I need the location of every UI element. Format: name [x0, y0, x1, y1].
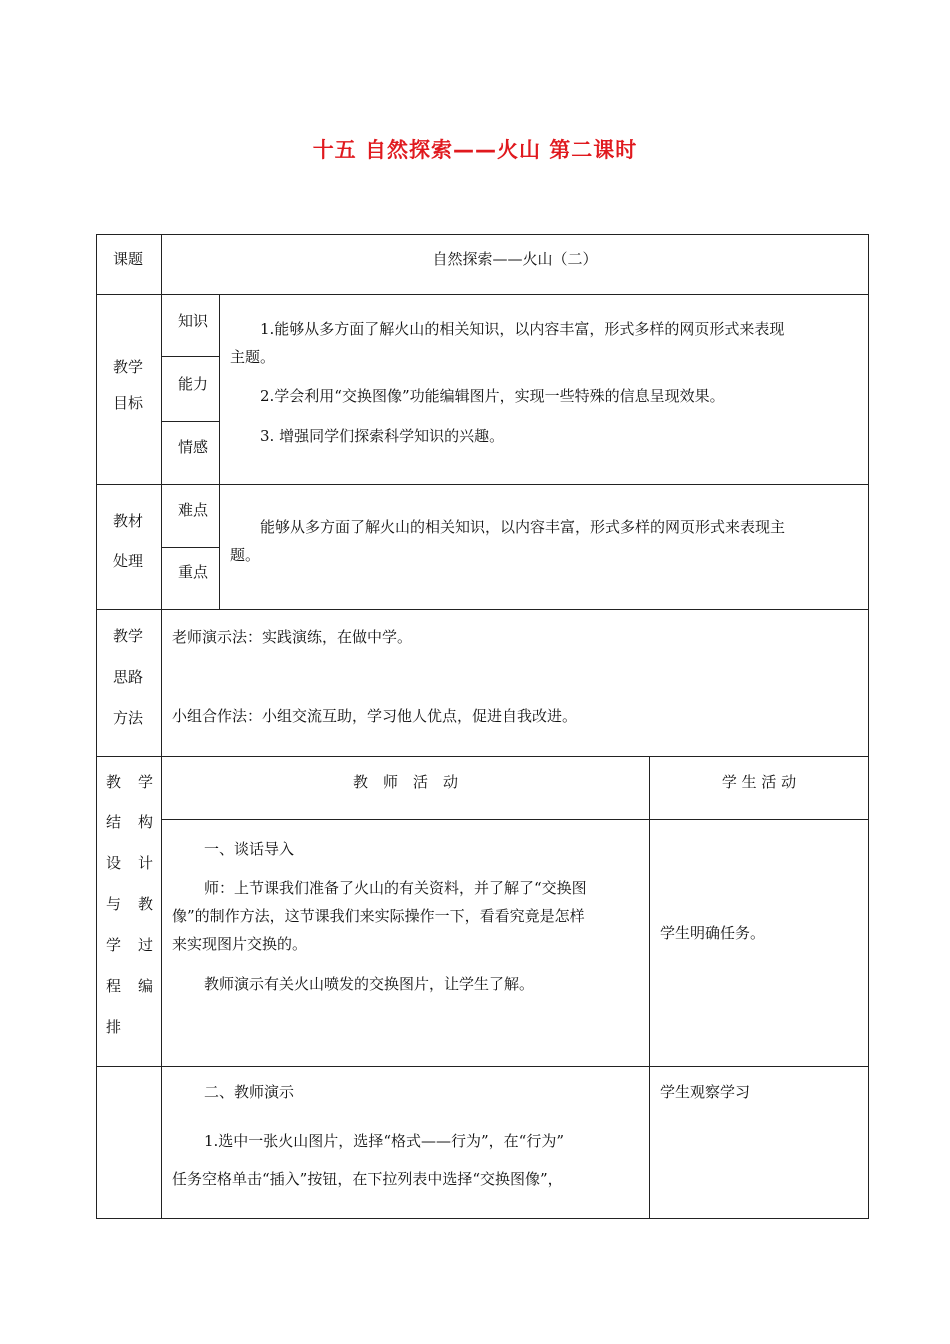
section1-line: 师：上节课我们准备了火山的有关资料，并了解了“交换图	[204, 879, 587, 897]
table-border-top	[96, 234, 869, 235]
materials-label-2: 处理	[113, 552, 144, 570]
table-border-bottom	[96, 1218, 869, 1219]
sub-row-divider	[161, 356, 219, 357]
row-divider	[96, 294, 869, 295]
materials-label-1: 教材	[113, 512, 144, 530]
structure-label-char: 学	[138, 773, 154, 791]
row-divider	[96, 484, 869, 485]
structure-label-char: 程	[106, 977, 122, 995]
objectives-label-2: 目标	[113, 394, 144, 412]
methods-label-1: 教学	[113, 627, 144, 645]
row-divider	[161, 819, 869, 820]
structure-label-char: 编	[138, 977, 154, 995]
group-method: 小组合作法：小组交流互助，学习他人优点，促进自我改进。	[172, 707, 578, 725]
section2-step1: 1.选中一张火山图片，选择“格式——行为”，在“行为”	[204, 1132, 564, 1150]
objective-1-cont: 主题。	[230, 348, 276, 366]
section1-line: 像”的制作方法，这节课我们来实际操作一下，看看究竟是怎样	[172, 907, 585, 925]
column-divider	[219, 294, 220, 610]
structure-label-char: 与	[106, 895, 122, 913]
column-divider	[649, 756, 650, 1219]
methods-label-3: 方法	[113, 709, 144, 727]
row-divider	[96, 756, 869, 757]
table-border-right	[868, 234, 869, 1219]
sub-label-ability: 能力	[178, 375, 209, 393]
section2-step1-cont: 任务空格单击“插入”按钮，在下拉列表中选择“交换图像”，	[172, 1170, 563, 1188]
objective-1: 1.能够从多方面了解火山的相关知识，以内容丰富，形式多样的网页形式来表现	[260, 320, 785, 338]
structure-label-char: 教	[138, 895, 154, 913]
row-divider	[96, 1066, 869, 1067]
sub-label-key-point: 重点	[178, 563, 209, 581]
section2-heading: 二、教师演示	[204, 1083, 295, 1101]
sub-label-difficulty: 难点	[178, 501, 209, 519]
structure-label-char: 教	[106, 773, 122, 791]
student-activity-header: 学 生 活 动	[721, 773, 797, 791]
page-title: 十五 自然探索——火山 第二课时	[312, 138, 638, 162]
objective-2: 2.学会利用“交换图像”功能编辑图片，实现一些特殊的信息呈现效果。	[260, 387, 725, 405]
topic-label: 课题	[113, 250, 144, 268]
structure-label-char: 排	[106, 1018, 122, 1036]
materials-text-2: 题。	[230, 546, 261, 564]
teacher-method: 老师演示法：实践演练，在做中学。	[172, 628, 413, 646]
sub-label-emotion: 情感	[178, 438, 209, 456]
table-border-left	[96, 234, 97, 1219]
section1-demo: 教师演示有关火山喷发的交换图片，让学生了解。	[204, 975, 535, 993]
objective-3: 3. 增强同学们探索科学知识的兴趣。	[260, 427, 505, 445]
section2-student-activity: 学生观察学习	[660, 1083, 751, 1101]
methods-label-2: 思路	[113, 668, 144, 686]
column-divider	[161, 234, 162, 1219]
structure-label-char: 设	[106, 854, 122, 872]
structure-label-char: 计	[138, 854, 154, 872]
sub-row-divider	[161, 547, 219, 548]
section1-student-activity: 学生明确任务。	[660, 924, 766, 942]
section1-heading: 一、谈话导入	[204, 840, 295, 858]
sub-row-divider	[161, 421, 219, 422]
structure-label-char: 构	[138, 813, 154, 831]
teacher-activity-header: 教 师 活 动	[352, 773, 458, 791]
topic-value: 自然探索——火山（二）	[432, 250, 598, 268]
structure-label-char: 结	[106, 813, 122, 831]
structure-label-char: 学	[106, 936, 122, 954]
structure-label-char: 过	[138, 936, 154, 954]
materials-text-1: 能够从多方面了解火山的相关知识，以内容丰富，形式多样的网页形式来表现主	[260, 518, 786, 536]
section1-line: 来实现图片交换的。	[172, 935, 308, 953]
objectives-label-1: 教学	[113, 358, 144, 376]
sub-label-knowledge: 知识	[178, 312, 209, 330]
row-divider	[96, 609, 869, 610]
